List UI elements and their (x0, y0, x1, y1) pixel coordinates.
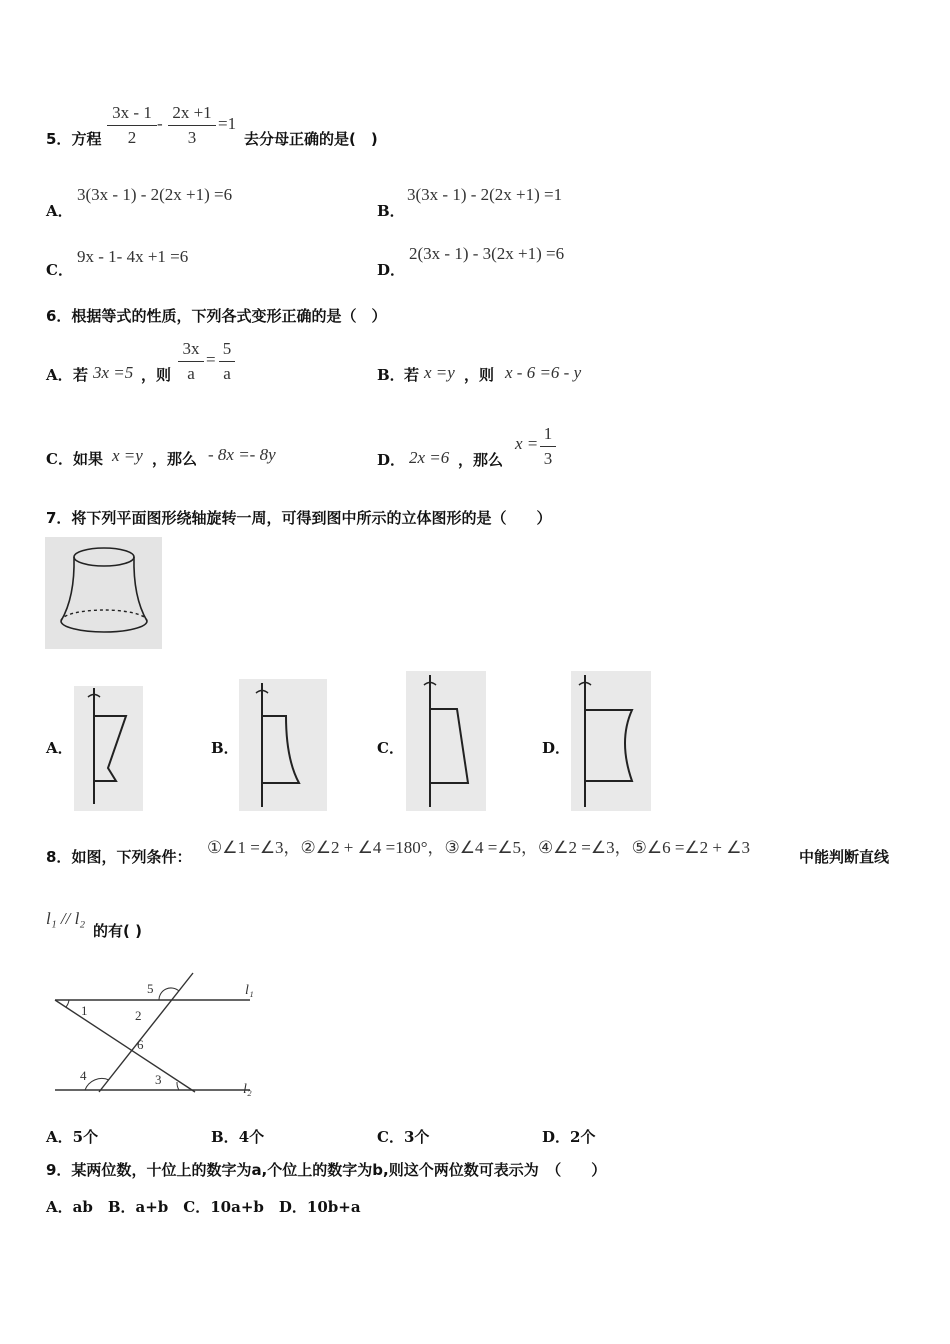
q8-option-c-label: C． (377, 1128, 404, 1146)
q5-number-text: 5． (46, 130, 72, 148)
q6-option-c-condition: x =y (112, 446, 143, 465)
q8-option-b (211, 1126, 264, 1147)
q6-option-a-fraction-2 (219, 339, 235, 384)
q6-option-d-condition: 2x =6 (409, 448, 450, 467)
q6-a-frac1-denominator: a (187, 364, 195, 383)
q5-option-c-expr: 9x - 1- 4x +1 =6 (77, 247, 189, 266)
q6-d-frac-denominator: 3 (543, 449, 553, 468)
q5-frac2-bar (168, 125, 216, 126)
q7-stem: 7．将下列平面图形绕轴旋转一周，可得到图中所示的立体图形的是（ ） (46, 509, 552, 527)
q5-prefix: 方程 (71, 130, 102, 148)
q5-option-a-expr: 3(3x - 1) - 2(2x +1) =6 (77, 185, 233, 204)
q6-option-b-condition: x =y (424, 363, 455, 382)
q6-option-a-condition: 3x =5 (93, 363, 134, 382)
q7-option-d-figure (571, 671, 651, 811)
q8-option-d-label: D． (542, 1128, 571, 1146)
label-angle-5: 5 (147, 981, 154, 996)
q5-rhs: =1 (218, 114, 237, 133)
shape-b-drawing (239, 679, 327, 811)
q8-parallel-lines-figure (45, 970, 265, 1100)
q8-option-a (46, 1126, 98, 1147)
q8-prefix: 如图，下列条件： (71, 848, 192, 866)
q5-suffix: 去分母正确的是( ) (244, 130, 378, 148)
q5-frac2-numerator: 2x +1 (172, 103, 212, 122)
q8-parallel-expr: l₁ // l₂ (46, 909, 86, 928)
q5-frac1-bar (107, 125, 157, 126)
q6-option-c-label: C． (46, 450, 73, 468)
q9-options: A．ab B．a+b C．10a+b D．10b+a (46, 1198, 361, 1216)
label-angle-6: 6 (137, 1037, 144, 1052)
q5-option-b-expr: 3(3x - 1) - 2(2x +1) =1 (407, 185, 563, 204)
q6-option-a-if: 若 (73, 366, 89, 384)
label-l1: l₁ (245, 983, 254, 998)
q5-frac2-denominator: 3 (187, 128, 197, 147)
q7-option-c-label: C． (377, 739, 404, 757)
q7-option-a-figure (74, 686, 143, 811)
q7-option-b-label: B． (211, 739, 239, 757)
q5-option-d-label: D． (377, 261, 406, 279)
q8-option-a-text: 5个 (72, 1128, 99, 1146)
q5-frac1-denominator: 2 (127, 128, 137, 147)
q6-option-c-result: - 8x =- 8y (208, 445, 276, 464)
q6-stem: 6．根据等式的性质，下列各式变形正确的是（ ） (46, 307, 387, 325)
q6-a-frac2-bar (219, 361, 235, 362)
q5-frac1-numerator: 3x - 1 (112, 103, 152, 122)
q8-option-c (377, 1126, 429, 1147)
q5-option-d-expr: 2(3x - 1) - 3(2x +1) =6 (409, 244, 565, 263)
q5-minus: - (157, 114, 163, 133)
q6-option-b-if: 若 (404, 366, 420, 384)
q6-option-a-label: A． (46, 366, 73, 384)
q8-option-c-text: 3个 (403, 1128, 430, 1146)
label-angle-1: 1 (81, 1003, 88, 1018)
q6-option-d-label: D． (377, 451, 406, 469)
q6-option-b-label: B． (377, 366, 405, 384)
q5-number (46, 128, 101, 149)
q6-a-frac1-bar (178, 361, 204, 362)
label-angle-4: 4 (80, 1068, 87, 1083)
q6-option-b-result: x - 6 =6 - y (505, 363, 582, 382)
transversal-1 (55, 1000, 195, 1092)
q6-option-d-fraction (540, 424, 556, 469)
q5-option-c-label: C． (46, 261, 73, 279)
q6-option-a-then: ，则 (141, 366, 172, 384)
q6-d-frac-bar (540, 446, 556, 447)
shape-c-drawing (406, 671, 486, 811)
arc-angle-3 (177, 1082, 179, 1090)
q6-d-frac-numerator: 1 (543, 424, 553, 443)
q6-option-c-if: 如果 (73, 450, 104, 468)
q5-fraction-1 (107, 103, 157, 148)
shape-d-drawing (571, 671, 651, 811)
q9-stem: 9．某两位数，十位上的数字为a,个位上的数字为b,则这个两位数可表示为 （ ） (46, 1161, 607, 1179)
arc-angle-1 (66, 1000, 69, 1007)
q8-option-a-label: A． (46, 1128, 73, 1146)
label-l2: l₂ (243, 1082, 252, 1097)
q8-line2-suffix: 的有( ) (93, 922, 142, 940)
q6-option-d-then: ，那么 (458, 451, 504, 469)
q7-option-c-figure (406, 671, 486, 811)
q6-a-frac1-numerator: 3x (182, 339, 200, 358)
q7-option-d-label: D． (542, 739, 571, 757)
frustum-drawing (45, 537, 162, 649)
q5-option-b-label: B． (377, 202, 405, 220)
q6-option-b-then: ，则 (464, 366, 495, 384)
q8-number: 8． (46, 848, 72, 866)
label-angle-2: 2 (135, 1008, 142, 1023)
q5-fraction-2 (168, 103, 216, 148)
q5-option-a-label: A． (46, 202, 73, 220)
q7-solid-figure (45, 537, 162, 649)
q6-option-d-lhs: x = (515, 434, 539, 453)
q6-a-frac2-denominator: a (223, 364, 231, 383)
q8-option-d-text: 2个 (570, 1128, 596, 1146)
label-angle-3: 3 (155, 1072, 162, 1087)
q8-suffix: 中能判断直线 (799, 848, 890, 866)
q6-option-a-equals: = (206, 350, 216, 369)
q6-option-a-fraction-1 (178, 339, 204, 384)
q6-a-frac2-numerator: 5 (222, 339, 232, 358)
q8-option-b-text: 4个 (238, 1128, 265, 1146)
q8-conditions: ①∠1 =∠3，②∠2 + ∠4 =180°，③∠4 =∠5，④∠2 =∠3，⑤∠6 =∠2 + ∠3 (207, 838, 751, 857)
q6-option-c-then: ，那么 (152, 450, 198, 468)
q7-option-a-label: A． (46, 739, 73, 757)
q7-option-b-figure (239, 679, 327, 811)
shape-a-drawing (74, 686, 143, 811)
q8-stem-start (46, 846, 191, 867)
q8-option-d (542, 1126, 595, 1147)
q8-option-b-label: B． (211, 1128, 239, 1146)
